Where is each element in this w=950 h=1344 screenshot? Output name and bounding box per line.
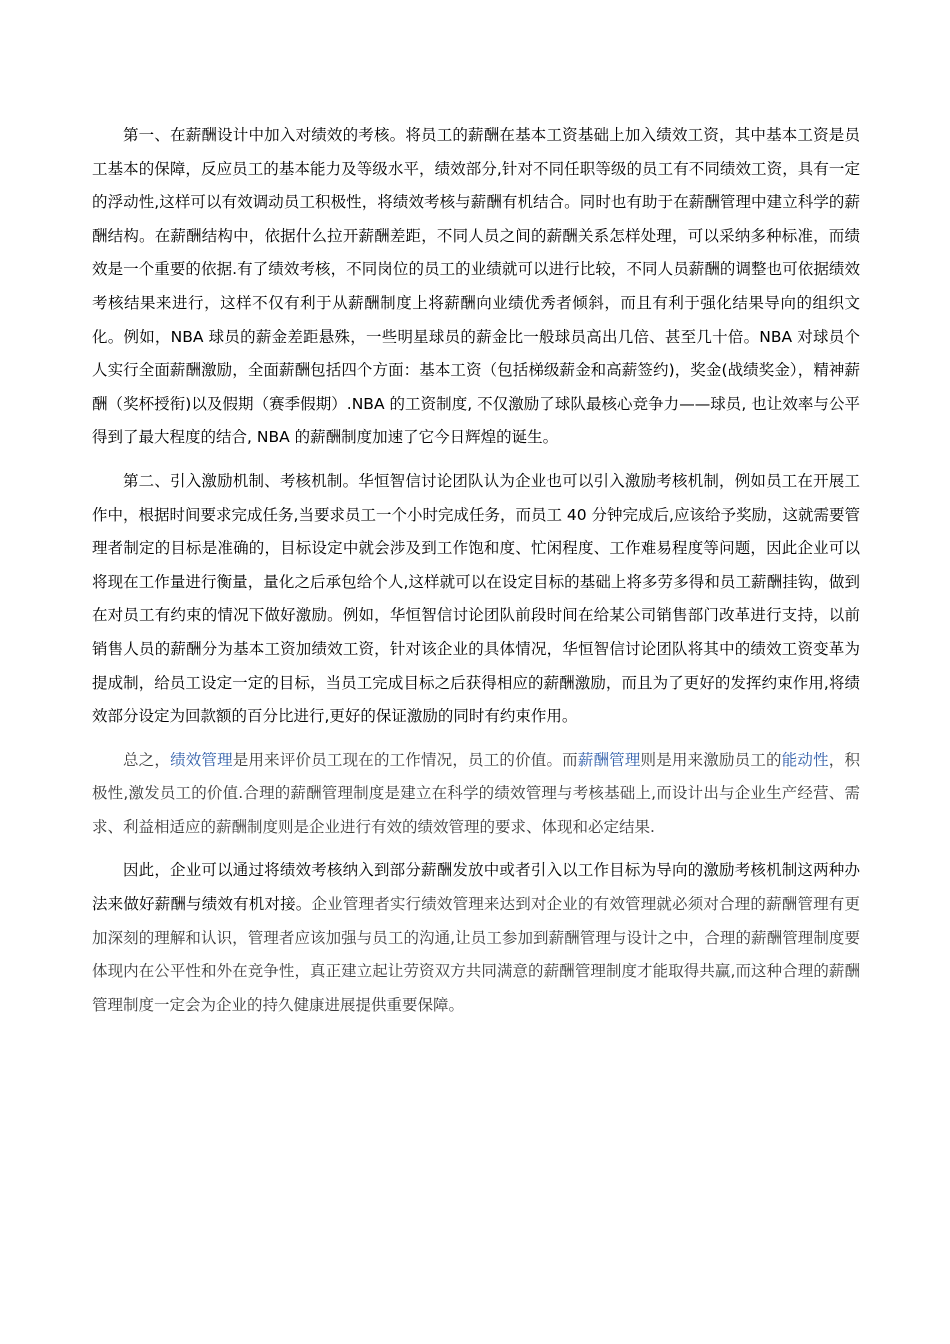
- paragraph-2: 第二、引入激励机制、考核机制。华恒智信讨论团队认为企业也可以引入激励考核机制，例如员工在开展工作中，根据时间要求完成任务,当要求员工一个小时完成任务，而员工 40 分钟完成后,应该给予奖励，这就需要管理者制定的目标是准确的，目标设定中就会涉及到工作饱和度、忙闲程度、工作难易程度等问题，因此企业可以将现在工作量进行衡量，量化之后承包给个人,这样就可以在设定目标的基础上将多劳多得和员工薪酬挂钩，做到在对员工有约束的情况下做好激励。例如，华恒智信讨论团队前段时间在给某公司销售部门改革进行支持，以前销售人员的薪酬分为基本工资加绩效工资，针对该企业的具体情况，华恒智信讨论团队将其中的绩效工资变革为提成制，给员工设定一定的目标，当员工完成目标之后获得相应的薪酬激励，而且为了更好的发挥约束作用,将绩效部分设定为回款额的百分比进行,更好的保证激励的同时有约束作用。: [92, 471, 860, 726]
- paragraph-3-text-1: 总之，: [123, 750, 171, 769]
- paragraph-3: [92, 744, 860, 845]
- link-performance-management[interactable]: 绩效管理: [170, 750, 233, 769]
- link-compensation-management[interactable]: 薪酬管理: [577, 750, 641, 769]
- paragraph-3-text-2: 是用来评价员工现在的工作情况，员工的价值。而: [232, 750, 578, 769]
- paragraph-3-text-4: ，积极性,激发员工的价值.合理的薪酬管理制度是建立在科学的绩效管理与考核基础上,而设计出与企业生产经营、需求、利益相适应的薪酬制度则是企业进行有效的绩效管理的要求、体现和必定结果.: [92, 750, 860, 836]
- paragraph-4-text-2: 企业管理者实行绩效管理来达到对企业的有效管理就必须对合理的薪酬管理有更加深刻的理解和认识，管理者应该加强与员工的沟通,让员工参加到薪酬管理与设计之中，合理的薪酬管理制度要体现内在公平性和外在竞争性，真正建立起让劳资双方共同满意的薪酬管理制度才能取得共赢,而这种合理的薪酬管理制度一定会为企业的持久健康进展提供重要保障。: [92, 895, 860, 1014]
- paragraph-1: 第一、在薪酬设计中加入对绩效的考核。将员工的薪酬在基本工资基础上加入绩效工资，其中基本工资是员工基本的保障，反应员工的基本能力及等级水平，绩效部分,针对不同任职等级的员工有不同绩效工资，具有一定的浮动性,这样可以有效调动员工积极性，将绩效考核与薪酬有机结合。同时也有助于在薪酬管理中建立科学的薪酬结构。在薪酬结构中，依据什么拉开薪酬差距，不同人员之间的薪酬关系怎样处理，可以采纳多种标准，而绩效是一个重要的依据.有了绩效考核，不同岗位的员工的业绩就可以进行比较，不同人员薪酬的调整也可依据绩效考核结果来进行，这样不仅有利于从薪酬制度上将薪酬向业绩优秀者倾斜，而且有利于强化结果导向的组织文化。例如，NBA 球员的薪金差距悬殊，一些明星球员的薪金比一般球员高出几倍、甚至几十倍。NBA 对球员个人实行全面薪酬激励，全面薪酬包括四个方面：基本工资（包括梯级薪金和高薪签约)，奖金(战绩奖金），精神薪酬（奖杯授衔)以及假期（赛季假期）.NBA 的工资制度, 不仅激励了球队最核心竞争力——球员, 也让效率与公平得到了最大程度的结合, NBA 的薪酬制度加速了它今日辉煌的诞生。: [92, 126, 860, 447]
- paragraph-3-text-3: 则是用来激励员工的: [640, 750, 782, 769]
- paragraph-4-text-1: 因此，企业可以通过将绩效考核纳入到部分薪酬发放中或者引入以工作目标为导向的激励考核机制这两种办法来做好薪酬与绩效有机对接。: [92, 861, 860, 914]
- paragraph-4: [92, 854, 860, 1022]
- document-body: [92, 119, 860, 1022]
- link-initiative[interactable]: 能动性: [781, 750, 829, 769]
